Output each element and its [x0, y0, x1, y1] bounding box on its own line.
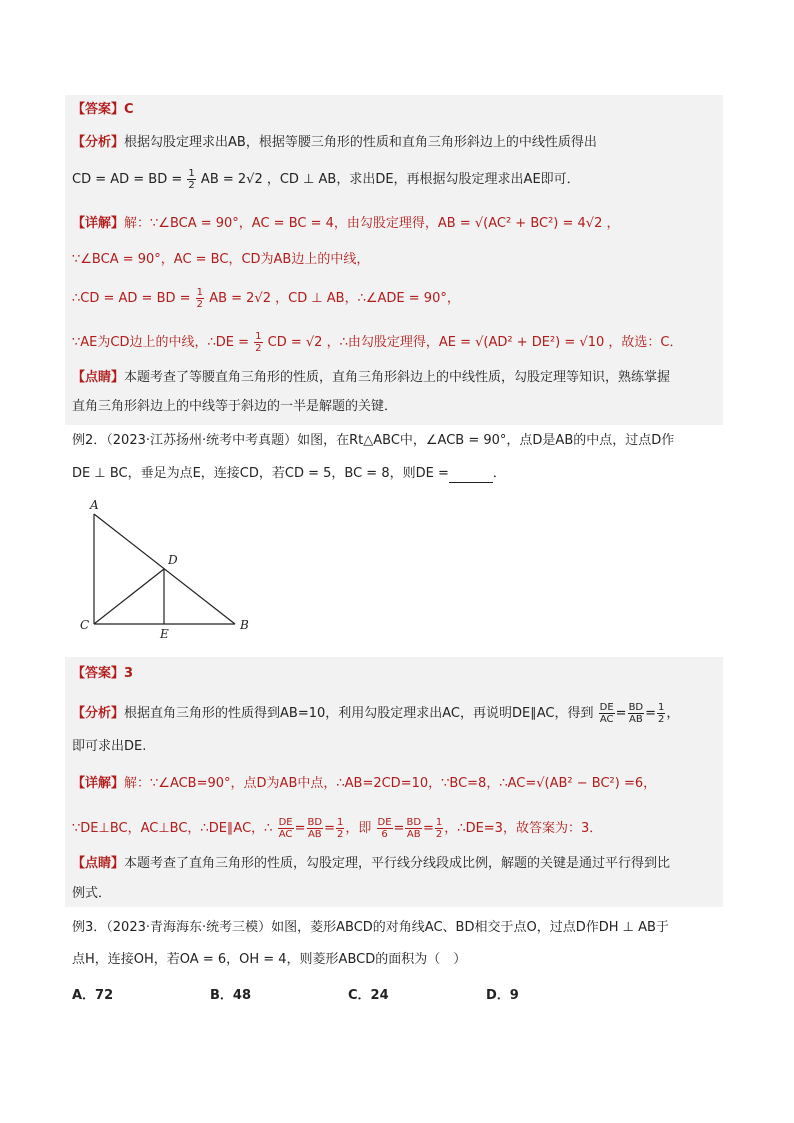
option-b[interactable]: B．48	[210, 988, 251, 1003]
example2-line-2	[72, 465, 506, 483]
comment-line-2: 直角三角形斜边上的中线等于斜边的一半是解题的关键．	[72, 399, 398, 414]
frac-num: 1	[188, 168, 195, 179]
detail-text: 解：∵∠ACB=90°，点D为AB中点，∴AB=2CD=10，∵BC=8，∴AC=√(AB² − BC²) =6，	[124, 776, 657, 791]
fraction-half	[254, 331, 262, 354]
frac-num: BD	[307, 817, 323, 828]
frac-den: 2	[336, 829, 344, 840]
example2-line-1: 例2．（2023·江苏扬州·统考中考真题）如图，在Rt△ABC中，∠ACB = 90°，点D是AB的中点，过点D作	[72, 433, 675, 448]
comment-tag: 【点睛】	[72, 856, 125, 871]
analysis-formula: CD = AD = BD =	[72, 172, 183, 187]
answer-tag: 【答案】	[72, 666, 125, 681]
frac-num: 1	[255, 331, 262, 342]
triangle-figure	[70, 492, 270, 642]
frac-num: 1	[435, 817, 443, 828]
analysis-text: 根据直角三角形的性质得到AB=10，利用勾股定理求出AC，再说明DE∥AC，得到	[124, 706, 594, 721]
option-d[interactable]: D．9	[486, 988, 519, 1003]
frac-den: 2	[196, 299, 204, 310]
fraction-half	[196, 287, 204, 310]
analysis-tag: 【分析】	[72, 135, 125, 150]
option-c[interactable]: C．24	[348, 988, 389, 1003]
answer-line-1	[72, 101, 134, 119]
detail-line-2: ∵∠BCA = 90°，AC = BC，CD为AB边上的中线，	[72, 252, 370, 267]
answer-value: 3	[124, 666, 134, 681]
comment-tag: 【点睛】	[72, 370, 125, 385]
fraction-de-ac	[599, 702, 615, 725]
detail-line-3	[72, 287, 460, 310]
segment-cd	[94, 569, 164, 624]
comment-line-4: 例式．	[72, 886, 112, 901]
comma: ，	[666, 706, 680, 721]
label-c: C	[80, 618, 90, 632]
example3-line-2: 点H，连接OH，若OA = 6，OH = 4，则菱形ABCD的面积为（ ）	[72, 952, 467, 967]
fraction-bd-ab	[628, 702, 645, 725]
answer-line-2	[72, 665, 133, 683]
frac-den: AB	[307, 829, 322, 840]
detail-formula: ∴CD = AD = BD =	[72, 291, 191, 306]
answer-blank	[449, 470, 493, 483]
frac-num: 1	[196, 287, 204, 298]
analysis-tag: 【分析】	[72, 706, 125, 721]
detail-text: ∵DE⊥BC，AC⊥BC，∴DE∥AC，∴	[72, 821, 273, 836]
frac-num: 1	[658, 702, 665, 713]
fraction-half	[336, 817, 344, 840]
frac-den: 6	[381, 829, 388, 840]
detail-line-1	[72, 215, 620, 233]
detail-text: 解：∵∠BCA = 90°，AC = BC = 4，由勾股定理得，AB = √(AC² + BC²) = 4√2 ，	[124, 216, 620, 231]
label-e: E	[160, 627, 169, 641]
fraction-half	[435, 817, 443, 840]
fraction-bd-ab	[405, 817, 422, 840]
frac-den: AB	[628, 714, 643, 725]
detail-line-5	[72, 775, 656, 793]
frac-num: DE	[377, 817, 392, 828]
detail-formula: ∵AE为CD边上的中线，∴DE =	[72, 335, 249, 350]
frac-den: 2	[255, 343, 262, 354]
comment-text: 本题考查了直角三角形的性质，勾股定理，平行线分线段成比例，解题的关键是通过平行得到比	[124, 856, 671, 871]
answer-tag: 【答案】	[72, 102, 125, 117]
detail-line-6: ∵DE⊥BC，AC⊥BC，∴DE∥AC，∴ $\frac{DE}{AC}$ = $\frac{BD}{AB}$ = $\frac{1}{2}$ ，即 $\frac{DE}{6}$ = $\frac{BD}{AB}$ = $\frac{1}{2}$ ，∴DE=3，故答案为：3．	[72, 817, 603, 840]
fraction-de-ac	[278, 817, 294, 840]
option-a[interactable]: A．72	[72, 988, 114, 1003]
analysis-text: 根据勾股定理求出AB，根据等腰三角形的性质和直角三角形斜边上的中线性质得出	[124, 135, 597, 150]
frac-den: AC	[278, 829, 293, 840]
fraction-bd-ab	[307, 817, 324, 840]
frac-den: AB	[406, 829, 421, 840]
analysis-line-2	[72, 168, 580, 191]
label-b: B	[240, 618, 249, 632]
detail-text: ，即	[345, 821, 372, 836]
frac-den: 2	[188, 180, 195, 191]
frac-num: BD	[628, 702, 644, 713]
fraction-de-6	[377, 817, 393, 840]
analysis-line-1	[72, 134, 597, 152]
label-a: A	[90, 498, 99, 512]
example2-question: DE ⊥ BC，垂足为点E，连接CD，若CD = 5，BC = 8，则DE =	[72, 466, 449, 481]
period: ．	[492, 466, 506, 481]
fraction-half	[657, 702, 665, 725]
detail-tag: 【详解】	[72, 216, 125, 231]
analysis-line-4: 即可求出DE.	[72, 739, 147, 754]
detail-tag: 【详解】	[72, 776, 125, 791]
detail-text: CD = √2 ，∴由勾股定理得，AE = √(AD² + DE²) = √10 ，故选：C．	[267, 335, 683, 350]
detail-text: AB = 2√2 ，CD ⊥ AB，∴∠ADE = 90°，	[209, 291, 460, 306]
detail-line-4	[72, 331, 682, 354]
label-d: D	[168, 553, 178, 567]
frac-num: DE	[278, 817, 293, 828]
frac-num: 1	[336, 817, 344, 828]
answer-value: C	[124, 102, 134, 117]
frac-num: DE	[599, 702, 614, 713]
fraction-half	[187, 168, 195, 191]
frac-num: BD	[406, 817, 422, 828]
detail-text: ，∴DE=3，故答案为：3．	[444, 821, 603, 836]
comment-line-1	[72, 369, 670, 387]
example3-line-1: 例3．（2023·青海海东·统考三模）如图，菱形ABCD的对角线AC、BD相交于点O，过点D作DH ⊥ AB于	[72, 920, 669, 935]
analysis-line-3: 【分析】根据直角三角形的性质得到AB=10，利用勾股定理求出AC，再说明DE∥AC，得到 $\frac{DE}{AC}$ = $\frac{BD}{AB}$ = $\frac{1}{2}$ ，	[72, 702, 680, 725]
frac-den: 2	[435, 829, 443, 840]
analysis-text-2: AB = 2√2 ，CD ⊥ AB，求出DE，再根据勾股定理求出AE即可．	[200, 172, 580, 187]
comment-text: 本题考查了等腰直角三角形的性质，直角三角形斜边上的中线性质，勾股定理等知识，熟练掌握	[124, 370, 671, 385]
frac-den: AC	[599, 714, 614, 725]
frac-den: 2	[658, 714, 665, 725]
comment-line-3	[72, 855, 670, 873]
